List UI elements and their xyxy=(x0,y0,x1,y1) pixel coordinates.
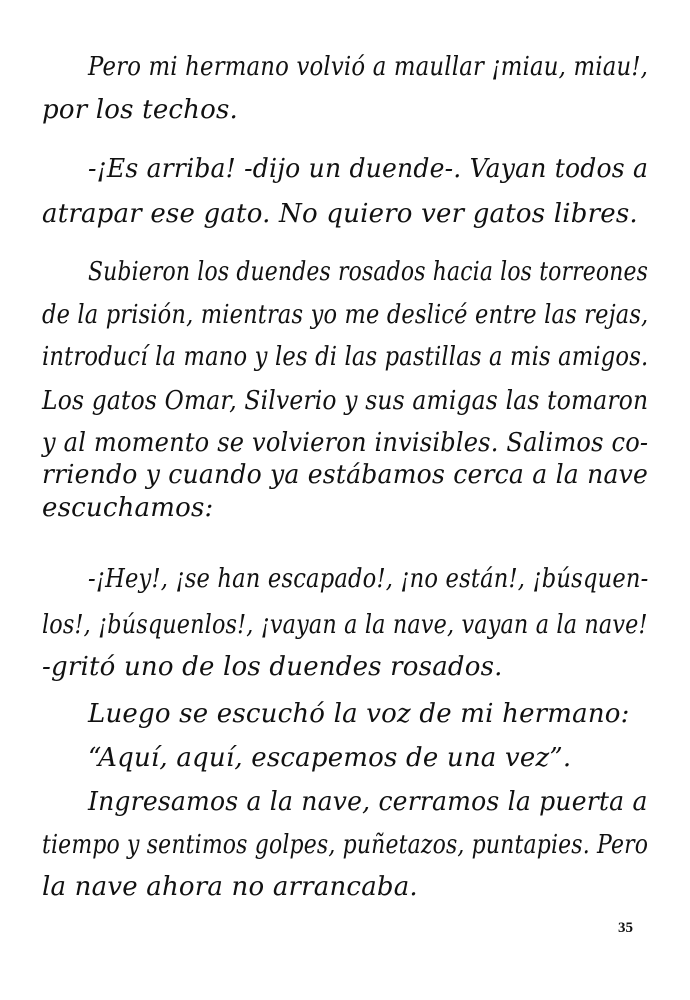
text-line-3: -¡Es arriba! -dijo un duende-. Vayan todos a xyxy=(88,154,649,184)
text-line-13: los!, ¡búsquenlos!, ¡vayan a la nave, vayan a la nave! xyxy=(42,610,648,640)
text-line-14: -gritó uno de los duendes rosados. xyxy=(42,652,503,682)
text-line-12: -¡Hey!, ¡se han escapado!, ¡no están!, ¡búsquen- xyxy=(88,564,649,594)
text-line-16: “Aquí, aquí, escapemos de una vez”. xyxy=(88,743,572,773)
text-line-18: tiempo y sentimos golpes, puñetazos, puntapies. Pero xyxy=(42,830,649,860)
text-line-11: escuchamos: xyxy=(42,493,214,523)
page-number: 35 xyxy=(618,920,633,936)
text-line-10: rriendo y cuando ya estábamos cerca a la nave xyxy=(42,460,649,490)
text-line-7: introducí la mano y les di las pastillas a mis amigos. xyxy=(42,342,649,372)
text-line-5: Subieron los duendes rosados hacia los torreones xyxy=(88,257,649,287)
text-line-4: atrapar ese gato. No quiero ver gatos libres. xyxy=(42,199,638,229)
text-line-8: Los gatos Omar, Silverio y sus amigas las tomaron xyxy=(42,386,649,416)
text-line-6: de la prisión, mientras yo me deslicé entre las rejas, xyxy=(42,300,649,330)
text-line-19: la nave ahora no arrancaba. xyxy=(42,872,418,902)
text-line-9: y al momento se volvieron invisibles. Salimos co- xyxy=(42,428,649,458)
text-line-15: Luego se escuchó la voz de mi hermano: xyxy=(88,699,630,729)
text-line-1: Pero mi hermano volvió a maullar ¡miau, miau!, xyxy=(88,52,649,82)
text-line-17: Ingresamos a la nave, cerramos la puerta a xyxy=(88,787,648,817)
text-line-2: por los techos. xyxy=(42,95,238,125)
